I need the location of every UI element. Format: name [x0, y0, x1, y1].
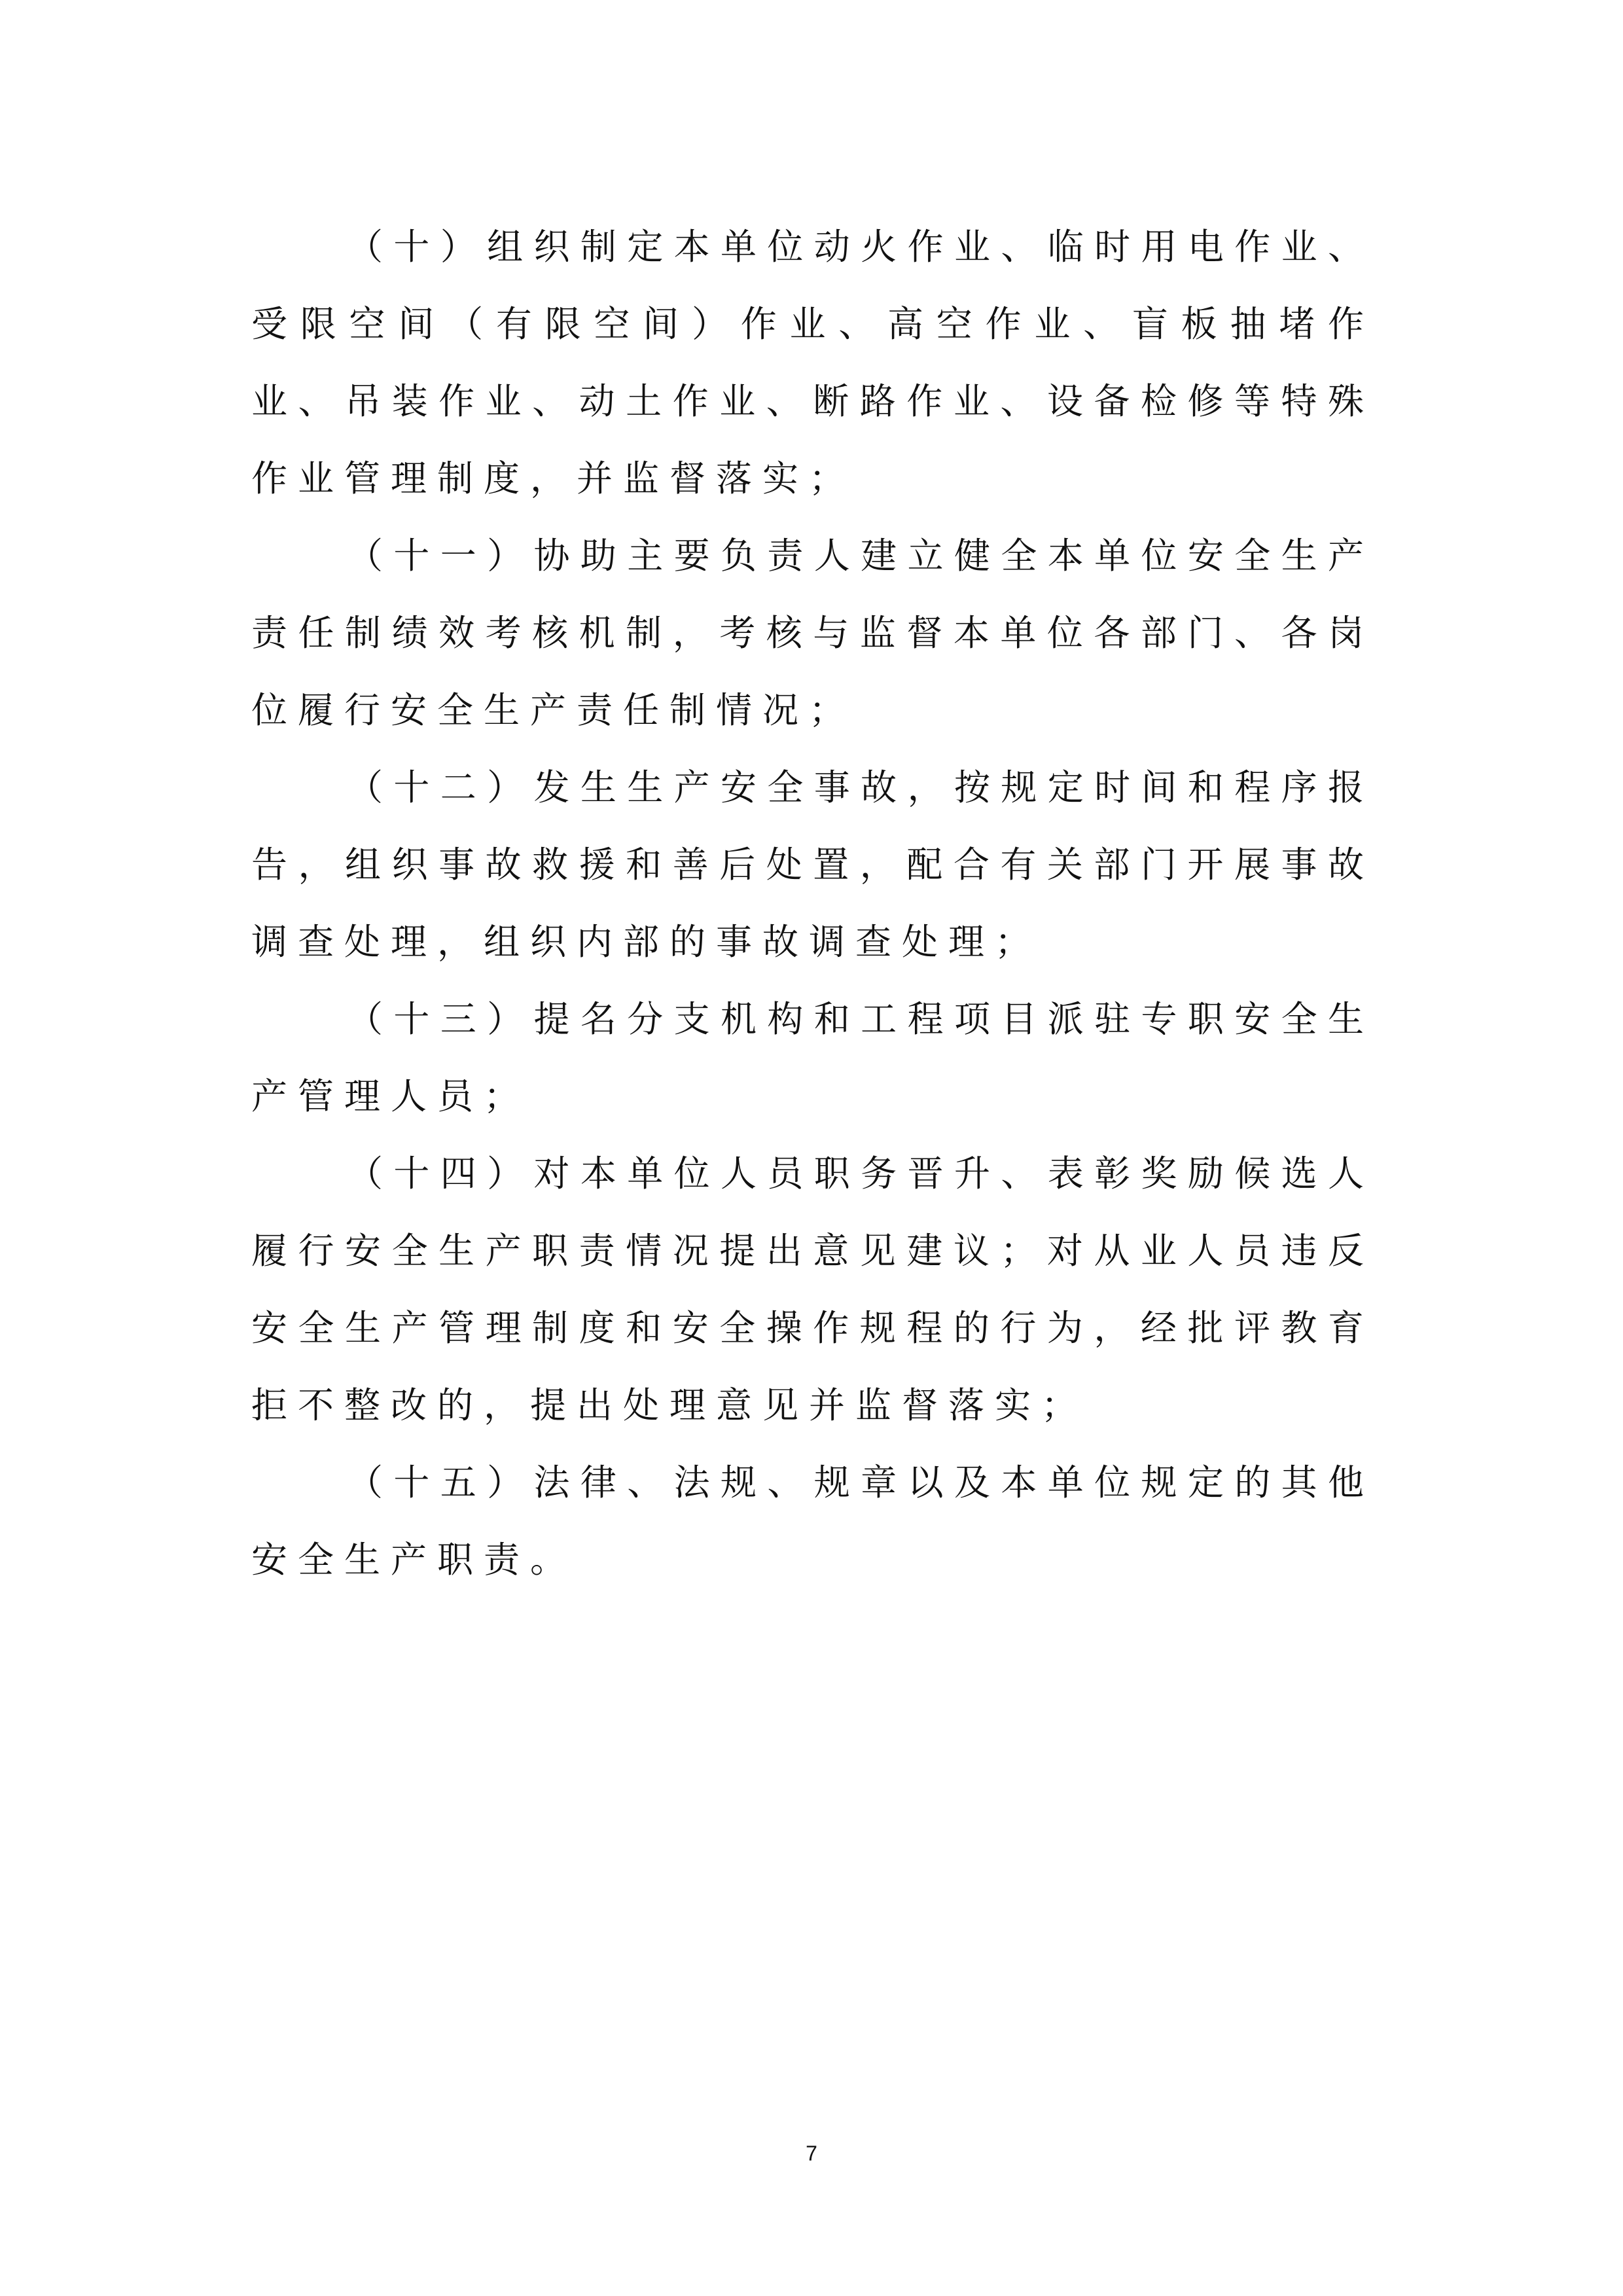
paragraph-item-12: （十二）发生生产安全事故，按规定时间和程序报告，组织事故救援和善后处置，配合有关部门开展事故调查处理，组织内部的事故调查处理； — [251, 766, 1374, 963]
paragraph-item-14: （十四）对本单位人员职务晋升、表彰奖励候选人履行安全生产职责情况提出意见建议；对从业人员违反安全生产管理制度和安全操作规程的行为，经批评教育拒不整改的，提出处理意见并监督落实； — [251, 1153, 1374, 1426]
paragraph-item-13: （十三）提名分支机构和工程项目派驻专职安全生产管理人员； — [251, 998, 1374, 1117]
page-number: 7 — [806, 2142, 817, 2165]
paragraph-item-10: （十）组织制定本单位动火作业、临时用电作业、受限空间（有限空间）作业、高空作业、盲板抽堵作业、吊装作业、动土作业、断路作业、设备检修等特殊作业管理制度，并监督落实； — [251, 226, 1374, 499]
body-text — [251, 208, 1374, 1598]
paragraph-item-11: （十一）协助主要负责人建立健全本单位安全生产责任制绩效考核机制，考核与监督本单位各部门、各岗位履行安全生产责任制情况； — [251, 535, 1374, 731]
paragraph-item-15: （十五）法律、法规、规章以及本单位规定的其他安全生产职责。 — [251, 1462, 1374, 1581]
